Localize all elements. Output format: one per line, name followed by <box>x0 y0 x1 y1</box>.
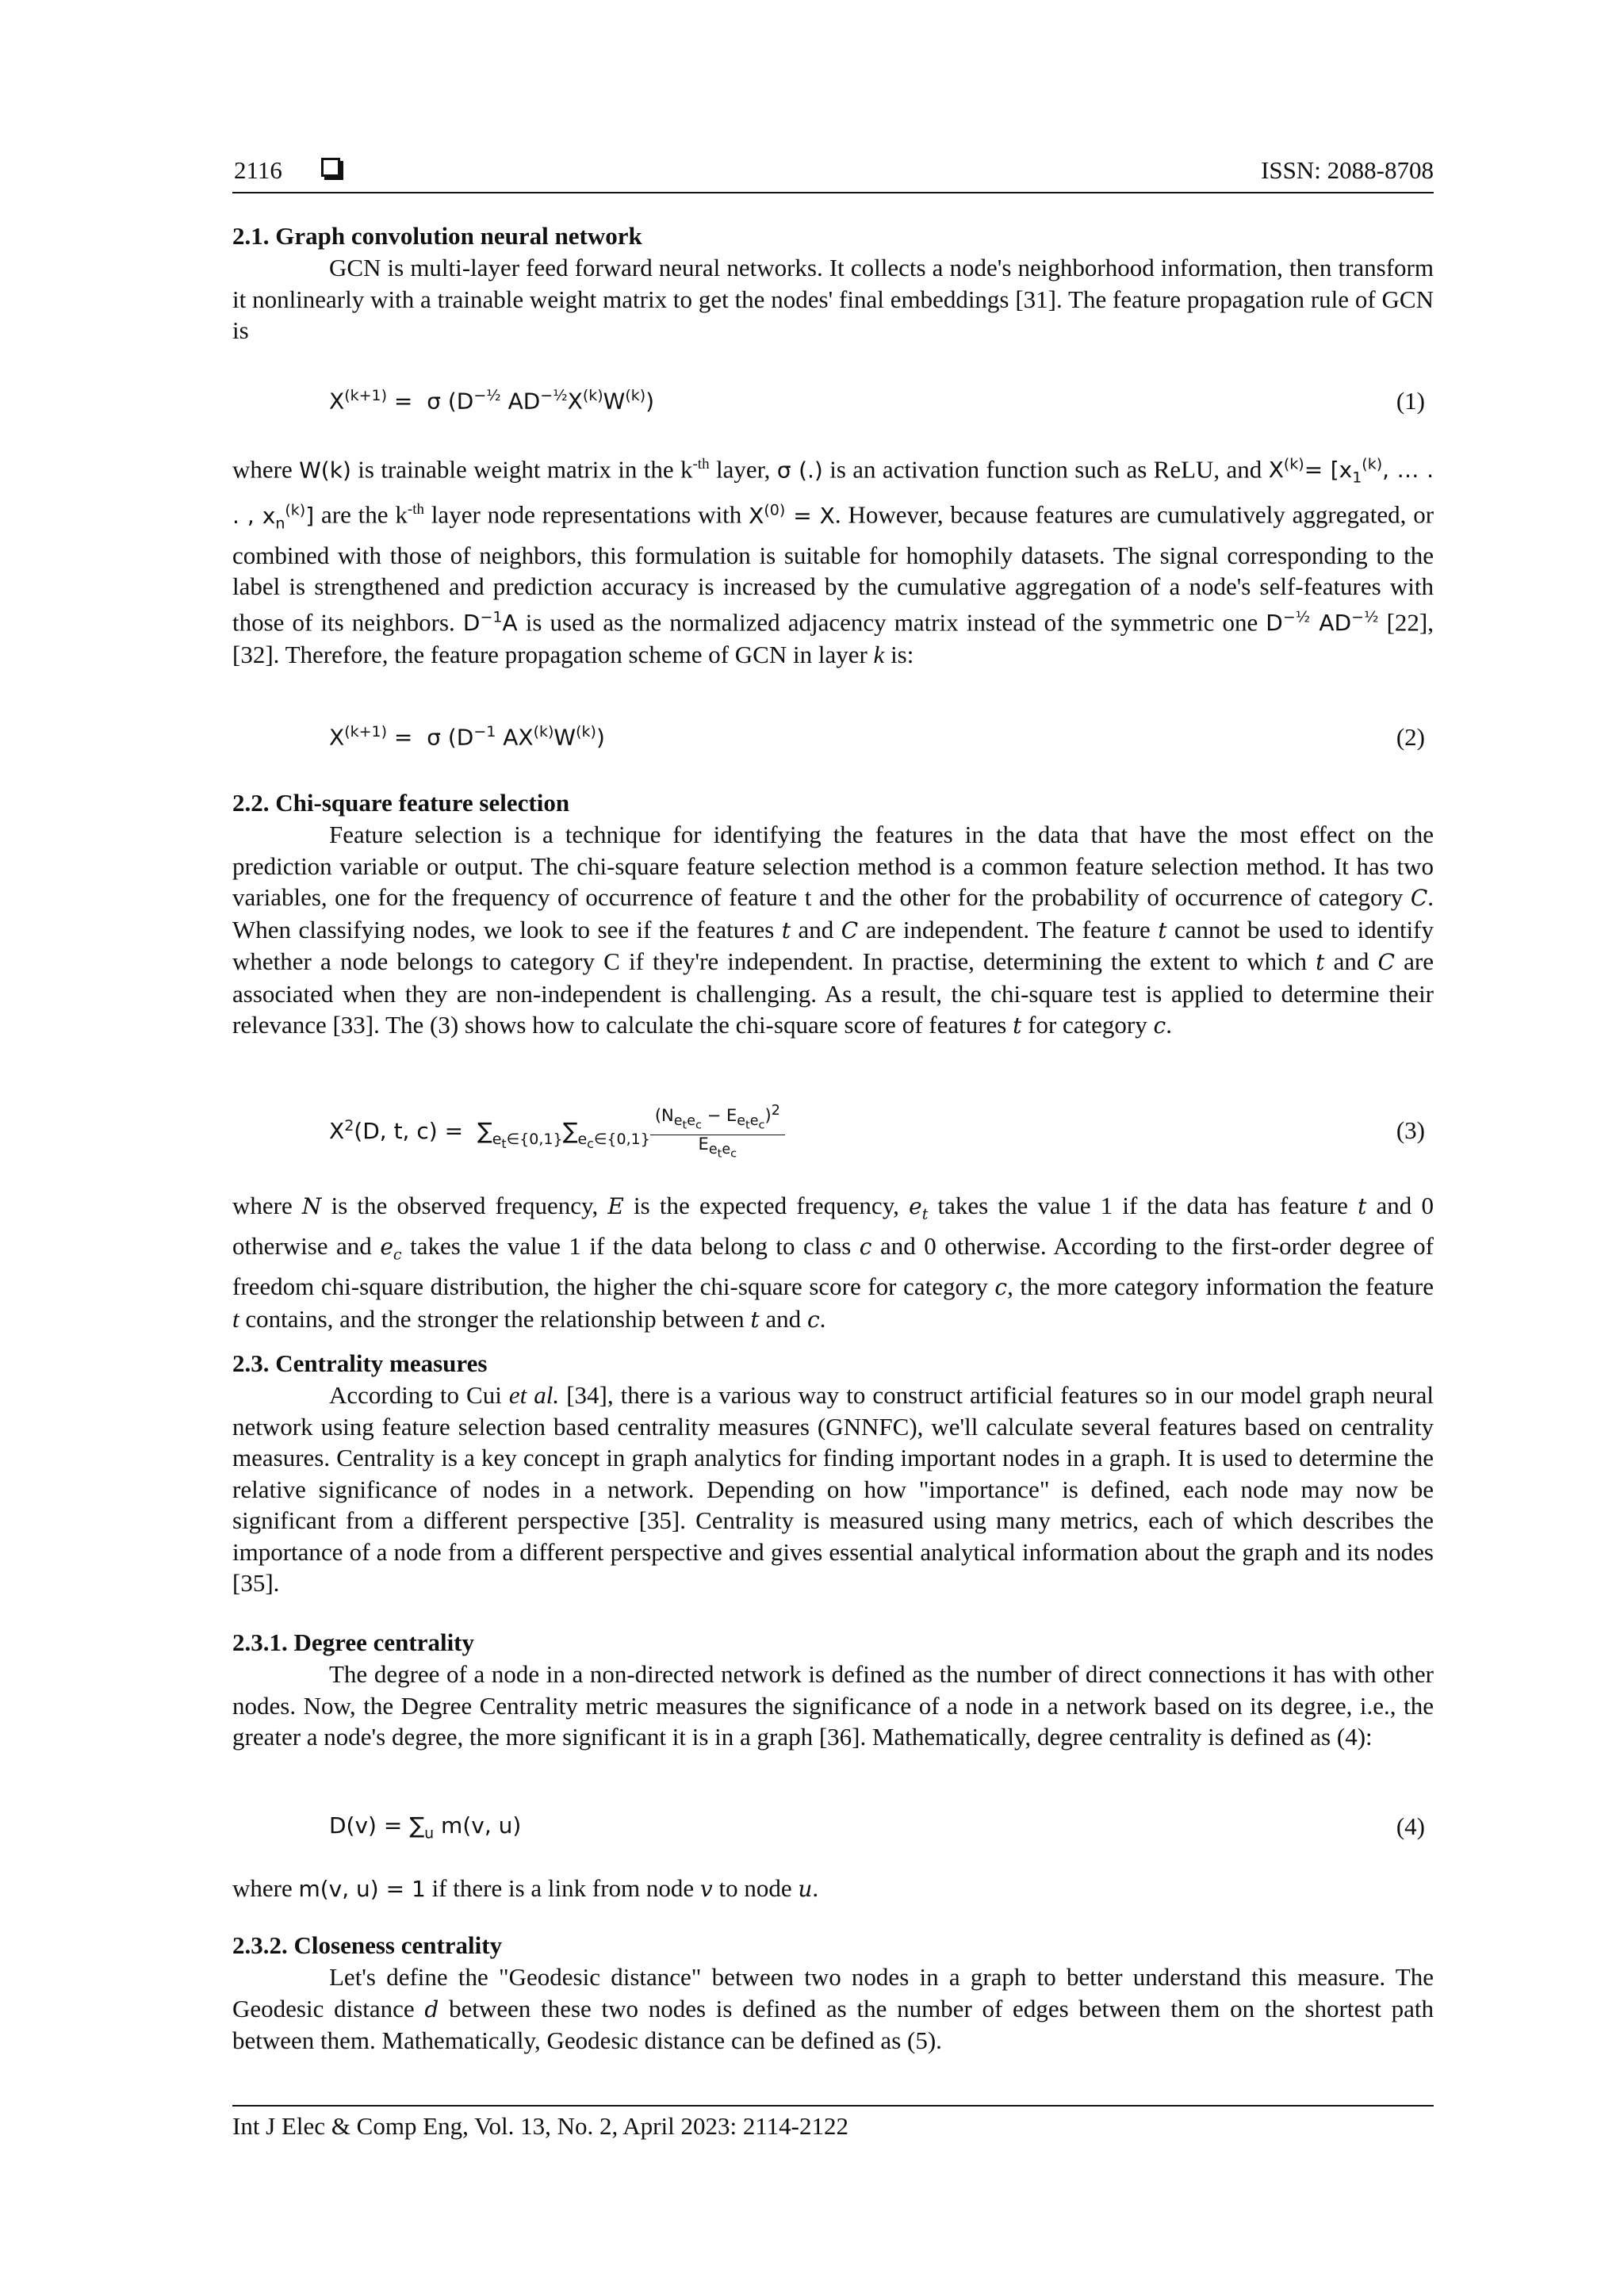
paragraph: where W(k) is trainable weight matrix in the $k^{-th}$ layer, σ (.) is an activation function such as ReLU, and $X^{(k)}= [x_1^{(k)}$, … . . , $x_n^{(k)}$] are the $k^{-th}$ layer node representations with $X^{(0)} = X$. However, because features are cumulatively aggregated, or combined with those of neighbors, this formulation is suitable for homophily datasets. The signal corresponding to the label is strengthened and prediction accuracy is increased by the cumulative aggregation of a node's self-features with those of its neighbors. $D^{-1}A$ is used as the normalized adjacency matrix instead of the symmetric one $D^{-\frac{1}{2}}$ $AD^{-\frac{1}{2}}$ [22], [32]. Therefore, the feature propagation scheme of GCN in layer k is: <box>232 455 1434 668</box>
section-2-1-continued <box>232 449 1434 670</box>
section-heading: 2.3. Centrality measures <box>232 1349 488 1377</box>
paragraph: Let's define the "Geodesic distance" between two nodes in a graph to better understand this measure. The Geodesic distance d between these two nodes is defined as the number of edges between them on the shortest path between them. Mathematically, Geodesic distance can be defined as (5). <box>232 1963 1434 2054</box>
equation-number: (4) <box>1396 1812 1425 1840</box>
equation-1 <box>329 387 1433 425</box>
equation-number: (3) <box>1396 1116 1425 1144</box>
section-heading: 2.2. Chi-square feature selection <box>232 789 570 817</box>
paragraph: According to Cui et al. [34], there is a various way to construct artificial features so in our model graph neural network using feature selection based centrality measures (GNNFC), we'll calculate several features based on centrality measures. Centrality is a key concept in graph analytics for finding important nodes in a graph. It is used to determine the relative significance of nodes in a network. Depending on how "importance" is defined, each node may now be significant from a different perspective [35]. Centrality is measured using many metrics, each of which describes the importance of a node from a different perspective and gives essential analytical information about the graph and its nodes [35]. <box>232 1381 1434 1597</box>
paragraph: The degree of a node in a non-directed network is defined as the number of direct connections it has with other nodes. Now, the Degree Centrality metric measures the significance of a node in a network based on its degree, i.e., the greater a node's degree, the more significant it is in a graph [36]. Mathematically, degree centrality is defined as (4): <box>232 1660 1434 1751</box>
header-rule <box>232 192 1434 193</box>
section-2-3-1-continued <box>232 1873 1434 1905</box>
equation-4 <box>329 1812 1433 1850</box>
equation-1-formula: $X^{(k+1)} = \sigma$ ($D^{-\frac{1}{2}}$ $AD^{-\frac{1}{2}}X^{(k)}W^{(k)}$) <box>329 387 655 415</box>
paragraph: where m(v, u) = 1 if there is a link from node v to node u. <box>232 1874 819 1902</box>
section-2-2-continued <box>232 1190 1434 1335</box>
section-heading: 2.3.2. Closeness centrality <box>232 1931 503 1959</box>
section-2-3-2 <box>232 1930 1434 2057</box>
paragraph: Feature selection is a technique for identifying the features in the data that have the most effect on the prediction variable or output. The chi-square feature selection method is a common feature selection method. It has two variables, one for the frequency of occurrence of feature t and the other for the probability of occurrence of category C. When classifying nodes, we look to see if the features t and C are independent. The feature t cannot be used to identify whether a node belongs to category C if they're independent. In practise, determining the extent to which t and C are associated when they are non-independent is challenging. As a result, the chi-square test is applied to determine their relevance [33]. The (3) shows how to calculate the chi-square score of features t for category c. <box>232 821 1434 1039</box>
equation-2-formula: $X^{(k+1)} = \sigma$ ($D^{-1}$ $AX^{(k)}W^{(k)}$) <box>329 723 605 751</box>
equation-2 <box>329 723 1433 761</box>
section-2-3-1 <box>232 1627 1434 1753</box>
paragraph: GCN is multi-layer feed forward neural networks. It collects a node's neighborhood information, then transform it nonlinearly with a trainable weight matrix to get the nodes' final embeddings [31]. The feature propagation rule of GCN is <box>232 254 1434 344</box>
equation-3 <box>329 1102 1433 1159</box>
equation-4-formula: $D(v) = \sum_u$ m(v, u) <box>329 1812 522 1843</box>
journal-issn: ISSN: 2088-8708 <box>1261 156 1434 184</box>
equation-3-formula: $X^2(D$, t, $c) = \sum_{e_t\in\{0,1\}}\sum_{e_c\in\{0,1\}}$ $\frac{(N_{e_te_c} - E_{e_te_c})^2}{E_{e_te_c}}$ <box>329 1102 785 1162</box>
section-heading: 2.3.1. Degree centrality <box>232 1628 475 1656</box>
section-2-1 <box>232 220 1434 346</box>
equation-number: (2) <box>1396 723 1425 751</box>
paragraph: where N is the observed frequency, E is the expected frequency, $e_t$ takes the value 1 if the data has feature t and 0 otherwise and $e_c$ takes the value 1 if the data belong to class c and 0 otherwise. According to the first-order degree of freedom chi-square distribution, the higher the chi-square score for category c, the more category information the feature t contains, and the stronger the relationship between t and c. <box>232 1192 1434 1333</box>
section-2-2 <box>232 787 1434 1042</box>
equation-number: (1) <box>1396 387 1425 415</box>
page-number: 2116 <box>234 156 282 184</box>
section-2-3 <box>232 1348 1434 1599</box>
square-bullet-icon <box>321 158 340 177</box>
journal-citation: Int J Elec & Comp Eng, Vol. 13, No. 2, April 2023: 2114-2122 <box>232 2112 848 2140</box>
section-heading: 2.1. Graph convolution neural network <box>232 222 642 250</box>
footer-rule <box>232 2105 1434 2107</box>
